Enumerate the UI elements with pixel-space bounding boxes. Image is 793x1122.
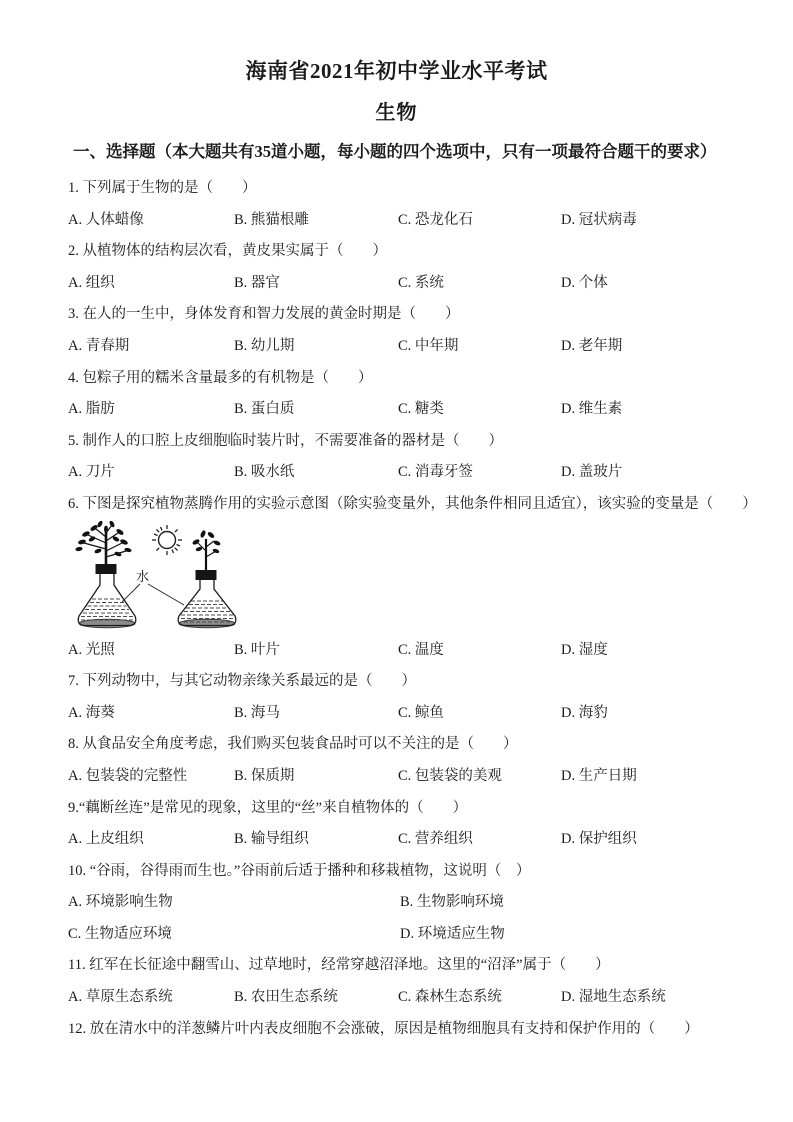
question-4-options (68, 394, 793, 426)
option-item: B. 生物影响环境 (400, 894, 504, 911)
question-6-options (68, 635, 793, 667)
option-item: D. 环境适应生物 (400, 925, 505, 942)
option-item: D. 湿度 (561, 641, 608, 658)
option-item: C. 糖类 (398, 401, 444, 418)
question-8-stem: 8. 从食品安全角度考虑，我们购买包装食品时可以不关注的是（ ） (68, 736, 518, 753)
option-item: C. 系统 (398, 274, 444, 291)
option-item: A. 人体蜡像 (68, 211, 144, 228)
option-item: A. 青春期 (68, 337, 130, 354)
sun-icon (152, 525, 182, 555)
question-2-options (68, 268, 793, 300)
option-item: B. 农田生态系统 (234, 989, 338, 1006)
question-2-stem: 2. 从植物体的结构层次看，黄皮果实属于（ ） (68, 243, 387, 260)
question-4-stem: 4. 包粽子用的糯米含量最多的有机物是（ ） (68, 369, 373, 386)
question-7-stem: 7. 下列动物中，与其它动物亲缘关系最远的是（ ） (68, 673, 416, 690)
option-item: D. 维生素 (561, 401, 623, 418)
page-title: 海南省2021年初中学业水平考试 (245, 59, 548, 83)
option-item: D. 盖玻片 (561, 464, 623, 481)
question-3-options (68, 331, 793, 363)
option-item: C. 森林生态系统 (398, 989, 502, 1006)
option-item: A. 脂肪 (68, 401, 115, 418)
question-11-options (68, 982, 793, 1014)
question-12-stem: 12. 放在清水中的洋葱鳞片叶内表皮细胞不会涨破，原因是植物细胞具有支持和保护作用的（ ） (68, 1020, 699, 1037)
plant-right (192, 529, 221, 572)
question-8-options (68, 761, 793, 793)
option-item: B. 器官 (234, 274, 280, 291)
option-item: D. 海豹 (561, 704, 608, 721)
question-1-stem: 1. 下列属于生物的是（ ） (68, 180, 257, 196)
option-item: D. 冠状病毒 (561, 211, 637, 228)
question-11-stem: 11. 红军在长征途中翻雪山、过草地时，经常穿越沼泽地。这里的“沼泽”属于（ ） (68, 957, 610, 974)
page-header (0, 58, 793, 126)
option-item: C. 生物适应环境 (68, 925, 172, 942)
water-label: 水 (136, 568, 150, 584)
question-5-stem: 5. 制作人的口腔上皮细胞临时装片时，不需要准备的器材是（ ） (68, 432, 503, 449)
flask-right (178, 570, 236, 628)
question-10-options-ab (68, 887, 793, 919)
option-item: D. 老年期 (561, 337, 623, 354)
water-pointer-lines (122, 584, 184, 605)
option-item: A. 草原生态系统 (68, 989, 173, 1006)
section-header: 一、选择题（本大题共有35道小题，每小题的四个选项中，只有一项最符合题干的要求） (73, 142, 717, 161)
option-item: A. 环境影响生物 (68, 894, 173, 911)
question-1-options (68, 205, 793, 237)
option-item: B. 保质期 (234, 767, 295, 784)
option-item: D. 保护组织 (561, 831, 637, 848)
question-6-stem: 6. 下图是探究植物蒸腾作用的实验示意图（除实验变量外，其他条件相同且适宜），该实验的变量是（ ） (68, 495, 757, 512)
flask-left (78, 564, 136, 628)
option-item: A. 海葵 (68, 704, 115, 721)
question-9-options (68, 824, 793, 856)
option-item: B. 熊猫根雕 (234, 211, 309, 228)
question-5-options (68, 457, 793, 489)
question-10-stem: 10. “谷雨，谷得雨而生也。”谷雨前后适于播种和移栽植物，这说明（ ） (68, 862, 531, 879)
option-item: C. 营养组织 (398, 831, 473, 848)
option-item: C. 温度 (398, 641, 444, 658)
question-3-stem: 3. 在人的一生中，身体发育和智力发展的黄金时期是（ ） (68, 306, 460, 323)
option-item: D. 生产日期 (561, 767, 637, 784)
stopper-right (196, 570, 217, 580)
option-item: D. 个体 (561, 274, 608, 291)
option-item: C. 消毒牙签 (398, 464, 473, 481)
option-item: A. 组织 (68, 274, 115, 291)
option-item: B. 幼儿期 (234, 337, 295, 354)
option-item: C. 恐龙化石 (398, 211, 473, 228)
transpiration-experiment-figure (72, 521, 252, 633)
stopper-left (96, 564, 117, 574)
option-item: B. 输导组织 (234, 831, 309, 848)
option-item: C. 鲸鱼 (398, 704, 444, 721)
question-list (68, 173, 793, 1045)
option-item: A. 上皮组织 (68, 831, 144, 848)
question-9-stem: 9.“藕断丝连”是常见的现象，这里的“丝”来自植物体的（ ） (68, 799, 468, 816)
question-10-options-cd (68, 919, 793, 951)
option-item: B. 吸水纸 (234, 464, 295, 481)
plant-left (75, 521, 132, 567)
option-item: B. 蛋白质 (234, 401, 295, 418)
option-item: B. 叶片 (234, 641, 280, 658)
option-item: C. 包装袋的美观 (398, 767, 502, 784)
question-7-options (68, 698, 793, 730)
option-item: A. 刀片 (68, 464, 115, 481)
option-item: D. 湿地生态系统 (561, 989, 666, 1006)
question-6-figure (68, 521, 793, 635)
option-item: B. 海马 (234, 704, 280, 721)
option-item: C. 中年期 (398, 337, 459, 354)
subject-title: 生物 (375, 102, 418, 124)
option-item: A. 光照 (68, 641, 115, 658)
option-item: A. 包装袋的完整性 (68, 767, 188, 784)
